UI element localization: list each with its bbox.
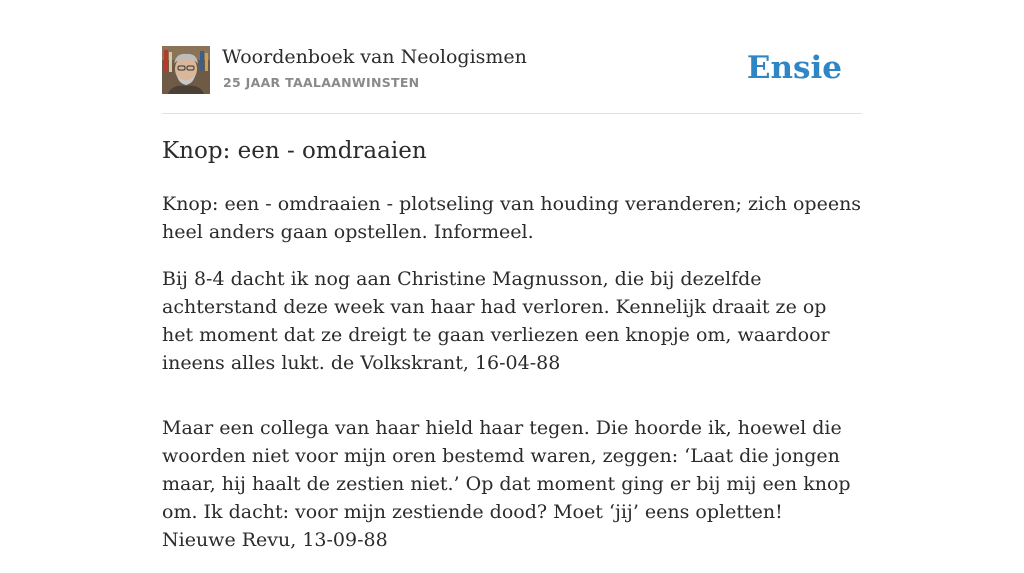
definition-text: Knop: een - omdraaien - plotseling van houding veranderen; zich opeens heel anders gaan opstellen. Informeel.: [162, 193, 862, 243]
header-divider: [162, 113, 862, 114]
quote-text: Bij 8-4 dacht ik nog aan Christine Magnusson, die bij dezelfde achterstand deze week van haar had verloren. Kennelijk draait ze op het moment dat ze dreigt te gaan verliezen een knopje om, waardoor ineens alles lukt. de Volkskrant, 16-04-88: [162, 268, 830, 374]
site-name[interactable]: Woordenboek van Neologismen: [222, 46, 527, 68]
author-avatar[interactable]: [162, 46, 210, 94]
page-title: Knop: een - omdraaien: [162, 138, 427, 164]
author-portrait-icon: [162, 46, 210, 94]
brand-logo[interactable]: Ensie: [746, 50, 842, 86]
site-tagline: 25 JAAR TAALAANWINSTEN: [223, 75, 420, 90]
quote-text: Maar een collega van haar hield haar tegen. Die hoorde ik, hoewel die woorden niet voor mijn oren bestemd waren, zeggen: ‘Laat die jongen maar, hij haalt de zestien niet.’ Op dat moment ging er bij mij een knop om. Ik dacht: voor mijn zestiende dood? Moet ‘jij’ eens opletten! Nieuwe Revu, 13-09-88: [162, 417, 851, 551]
header: [162, 46, 862, 96]
article-content: [162, 190, 862, 573]
